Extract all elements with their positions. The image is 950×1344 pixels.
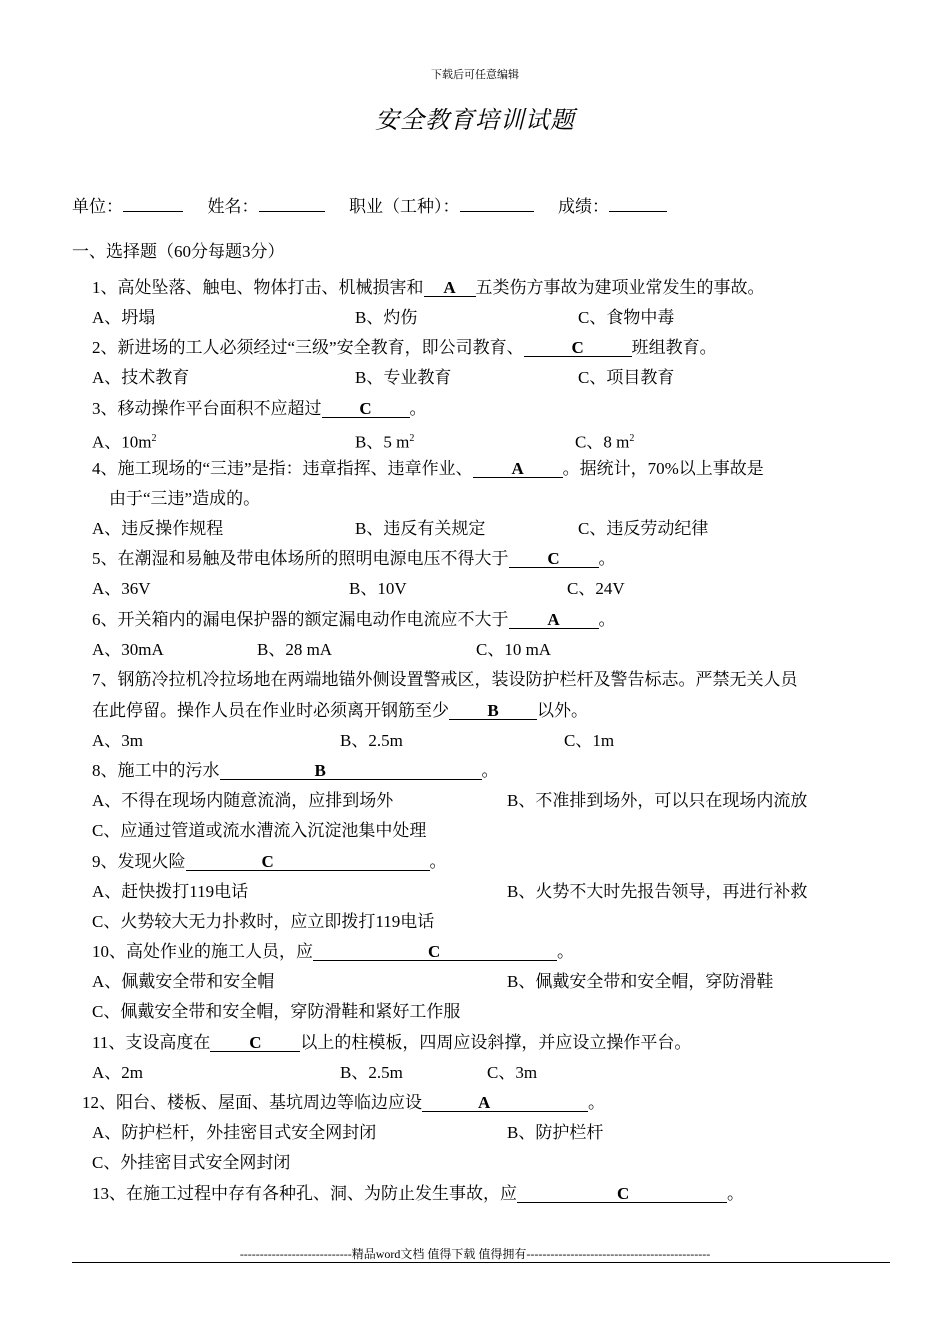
- option-c: C、8 $m^2$: [575, 432, 635, 452]
- question-10: [92, 942, 574, 962]
- footer-rule: [72, 1262, 890, 1263]
- question-text: 8、施工中的污水: [92, 761, 220, 780]
- question-text: 。: [598, 610, 616, 629]
- option-c: C、佩戴安全带和安全帽，穿防滑鞋和紧好工作服: [92, 1002, 461, 1021]
- answer-blank: A: [509, 611, 599, 629]
- question-text: 以上的柱模板，四周应设斜撑，并应设立操作平台。: [300, 1033, 692, 1052]
- option-a: A、2m: [92, 1063, 143, 1082]
- question-5: [92, 549, 616, 569]
- question-text: 五类伤方事故为建项业常发生的事故。: [475, 278, 765, 297]
- answer-blank: C: [313, 943, 557, 961]
- option-c: C、24V: [567, 579, 625, 598]
- unit-label: 单位：: [72, 197, 123, 216]
- answer-blank: C: [524, 339, 632, 357]
- option-b: B、10V: [349, 579, 407, 598]
- question-2: [92, 338, 717, 358]
- option-b: B、专业教育: [355, 368, 452, 387]
- option-b: B、违反有关规定: [355, 519, 486, 538]
- option-a: A、$10m^2$: [92, 432, 157, 452]
- name-field[interactable]: [259, 194, 325, 212]
- question-11: [92, 1033, 691, 1053]
- option-a: A、36V: [92, 579, 151, 598]
- option-a: A、违反操作规程: [92, 519, 224, 538]
- option-a: A、3m: [92, 731, 143, 750]
- answer-blank: C: [186, 853, 430, 871]
- header-note: 下载后可任意编辑: [431, 69, 519, 81]
- section-heading: 一、选择题（60分每题3分）: [72, 242, 285, 261]
- option-b: B、2.5m: [340, 1063, 403, 1082]
- unit-field[interactable]: [123, 194, 183, 212]
- answer-blank: C: [210, 1034, 300, 1052]
- question-9: [92, 852, 447, 872]
- question-text: 6、开关箱内的漏电保护器的额定漏电动作电流应不大于: [92, 610, 509, 629]
- question-text: 1、高处坠落、触电、物体打击、机械损害和: [92, 278, 424, 297]
- question-text: 12、阳台、楼板、屋面、基坑周边等临边应设: [82, 1093, 422, 1112]
- question-text: 在此停留。操作人员在作业时必须离开钢筋至少: [92, 701, 449, 720]
- info-line: [72, 194, 667, 217]
- question-text: 13、在施工过程中存有各种孔、洞、为防止发生事故，应: [92, 1184, 517, 1203]
- question-text: 。据统计，70%以上事故是: [562, 459, 764, 478]
- option-a: A、30mA: [92, 640, 164, 659]
- question-text: 3、移动操作平台面积不应超过: [92, 399, 322, 418]
- option-c: C、项目教育: [578, 368, 675, 387]
- option-a: A、不得在现场内随意流淌，应排到场外: [92, 791, 394, 810]
- question-13: [92, 1184, 744, 1204]
- question-text: 。: [727, 1184, 744, 1203]
- question-4: [92, 459, 764, 479]
- answer-blank: A: [424, 279, 476, 297]
- option-b: B、佩戴安全带和安全帽，穿防滑鞋: [507, 972, 774, 991]
- job-field[interactable]: [460, 194, 534, 212]
- score-label: 成绩：: [558, 197, 609, 216]
- question-text: 10、高处作业的施工人员，应: [92, 942, 313, 961]
- option-b: B、火势不大时先报告领导，再进行补救: [507, 882, 808, 901]
- question-text: 。: [481, 761, 499, 780]
- question-text: 。: [429, 852, 447, 871]
- answer-blank: A: [422, 1094, 588, 1112]
- answer-blank: C: [517, 1185, 727, 1203]
- question-text: 。: [409, 399, 427, 418]
- question-text: 2、新进场的工人必须经过“三级”安全教育，即公司教育、: [92, 338, 524, 357]
- question-text: 。: [557, 942, 574, 961]
- question-text: 5、在潮湿和易触及带电体场所的照明电源电压不得大于: [92, 549, 509, 568]
- question-text: 4、施工现场的“三违”是指：违章指挥、违章作业、: [92, 459, 473, 478]
- option-c: C、10 mA: [476, 640, 552, 659]
- option-c: C、应通过管道或流水漕流入沉淀池集中处理: [92, 821, 427, 840]
- option-a: A、坍塌: [92, 308, 156, 327]
- question-7: 7、钢筋冷拉机冷拉场地在两端地锚外侧设置警戒区，装设防护栏杆及警告标志。严禁无关人员: [92, 670, 798, 689]
- option-b: B、防护栏杆: [507, 1123, 604, 1142]
- option-b: B、2.5m: [340, 731, 403, 750]
- option-b: B、灼伤: [355, 308, 418, 327]
- name-label: 姓名：: [207, 197, 259, 216]
- question-text: 。: [588, 1093, 605, 1112]
- option-c: C、外挂密目式安全网封闭: [92, 1153, 291, 1172]
- footer-note: ----------------------------精品word文档 值得下载 值得拥有----------------------------------------------: [239, 1247, 711, 1261]
- job-label: 职业（工种）：: [349, 197, 460, 216]
- option-a: A、防护栏杆，外挂密目式安全网封闭: [92, 1123, 377, 1142]
- answer-blank: A: [473, 460, 563, 478]
- question-text: 9、发现火险: [92, 852, 186, 871]
- question-1: [92, 278, 765, 298]
- question-continuation: 由于“三违”造成的。: [109, 489, 261, 508]
- option-a: A、技术教育: [92, 368, 190, 387]
- question-8: [92, 761, 499, 781]
- page-title: 安全教育培训试题: [375, 108, 575, 134]
- answer-blank: B: [449, 702, 537, 720]
- option-a: A、佩戴安全带和安全帽: [92, 972, 275, 991]
- question-12: [82, 1093, 605, 1113]
- option-c: C、违反劳动纪律: [578, 519, 709, 538]
- option-b: B、不准排到场外，可以只在现场内流放: [507, 791, 808, 810]
- answer-blank: B: [220, 762, 482, 780]
- question-text: 班组教育。: [631, 338, 717, 357]
- question-text: 11、支设高度在: [92, 1033, 211, 1052]
- option-c: C、1m: [564, 731, 615, 750]
- option-b: B、28 mA: [257, 640, 333, 659]
- question-continuation: [92, 701, 588, 721]
- option-a: A、赶快拨打119电话: [92, 882, 249, 901]
- answer-blank: C: [322, 400, 410, 418]
- option-b: B、5 $m^2$: [355, 432, 415, 452]
- question-3: [92, 399, 427, 419]
- option-c: C、火势较大无力扑救时，应立即拨打119电话: [92, 912, 435, 931]
- question-6: [92, 610, 616, 630]
- question-text: 。: [598, 549, 616, 568]
- option-c: C、3m: [487, 1063, 538, 1082]
- answer-blank: C: [509, 550, 599, 568]
- score-field[interactable]: [609, 194, 667, 212]
- option-c: C、食物中毒: [578, 308, 675, 327]
- question-text: 以外。: [537, 701, 588, 720]
